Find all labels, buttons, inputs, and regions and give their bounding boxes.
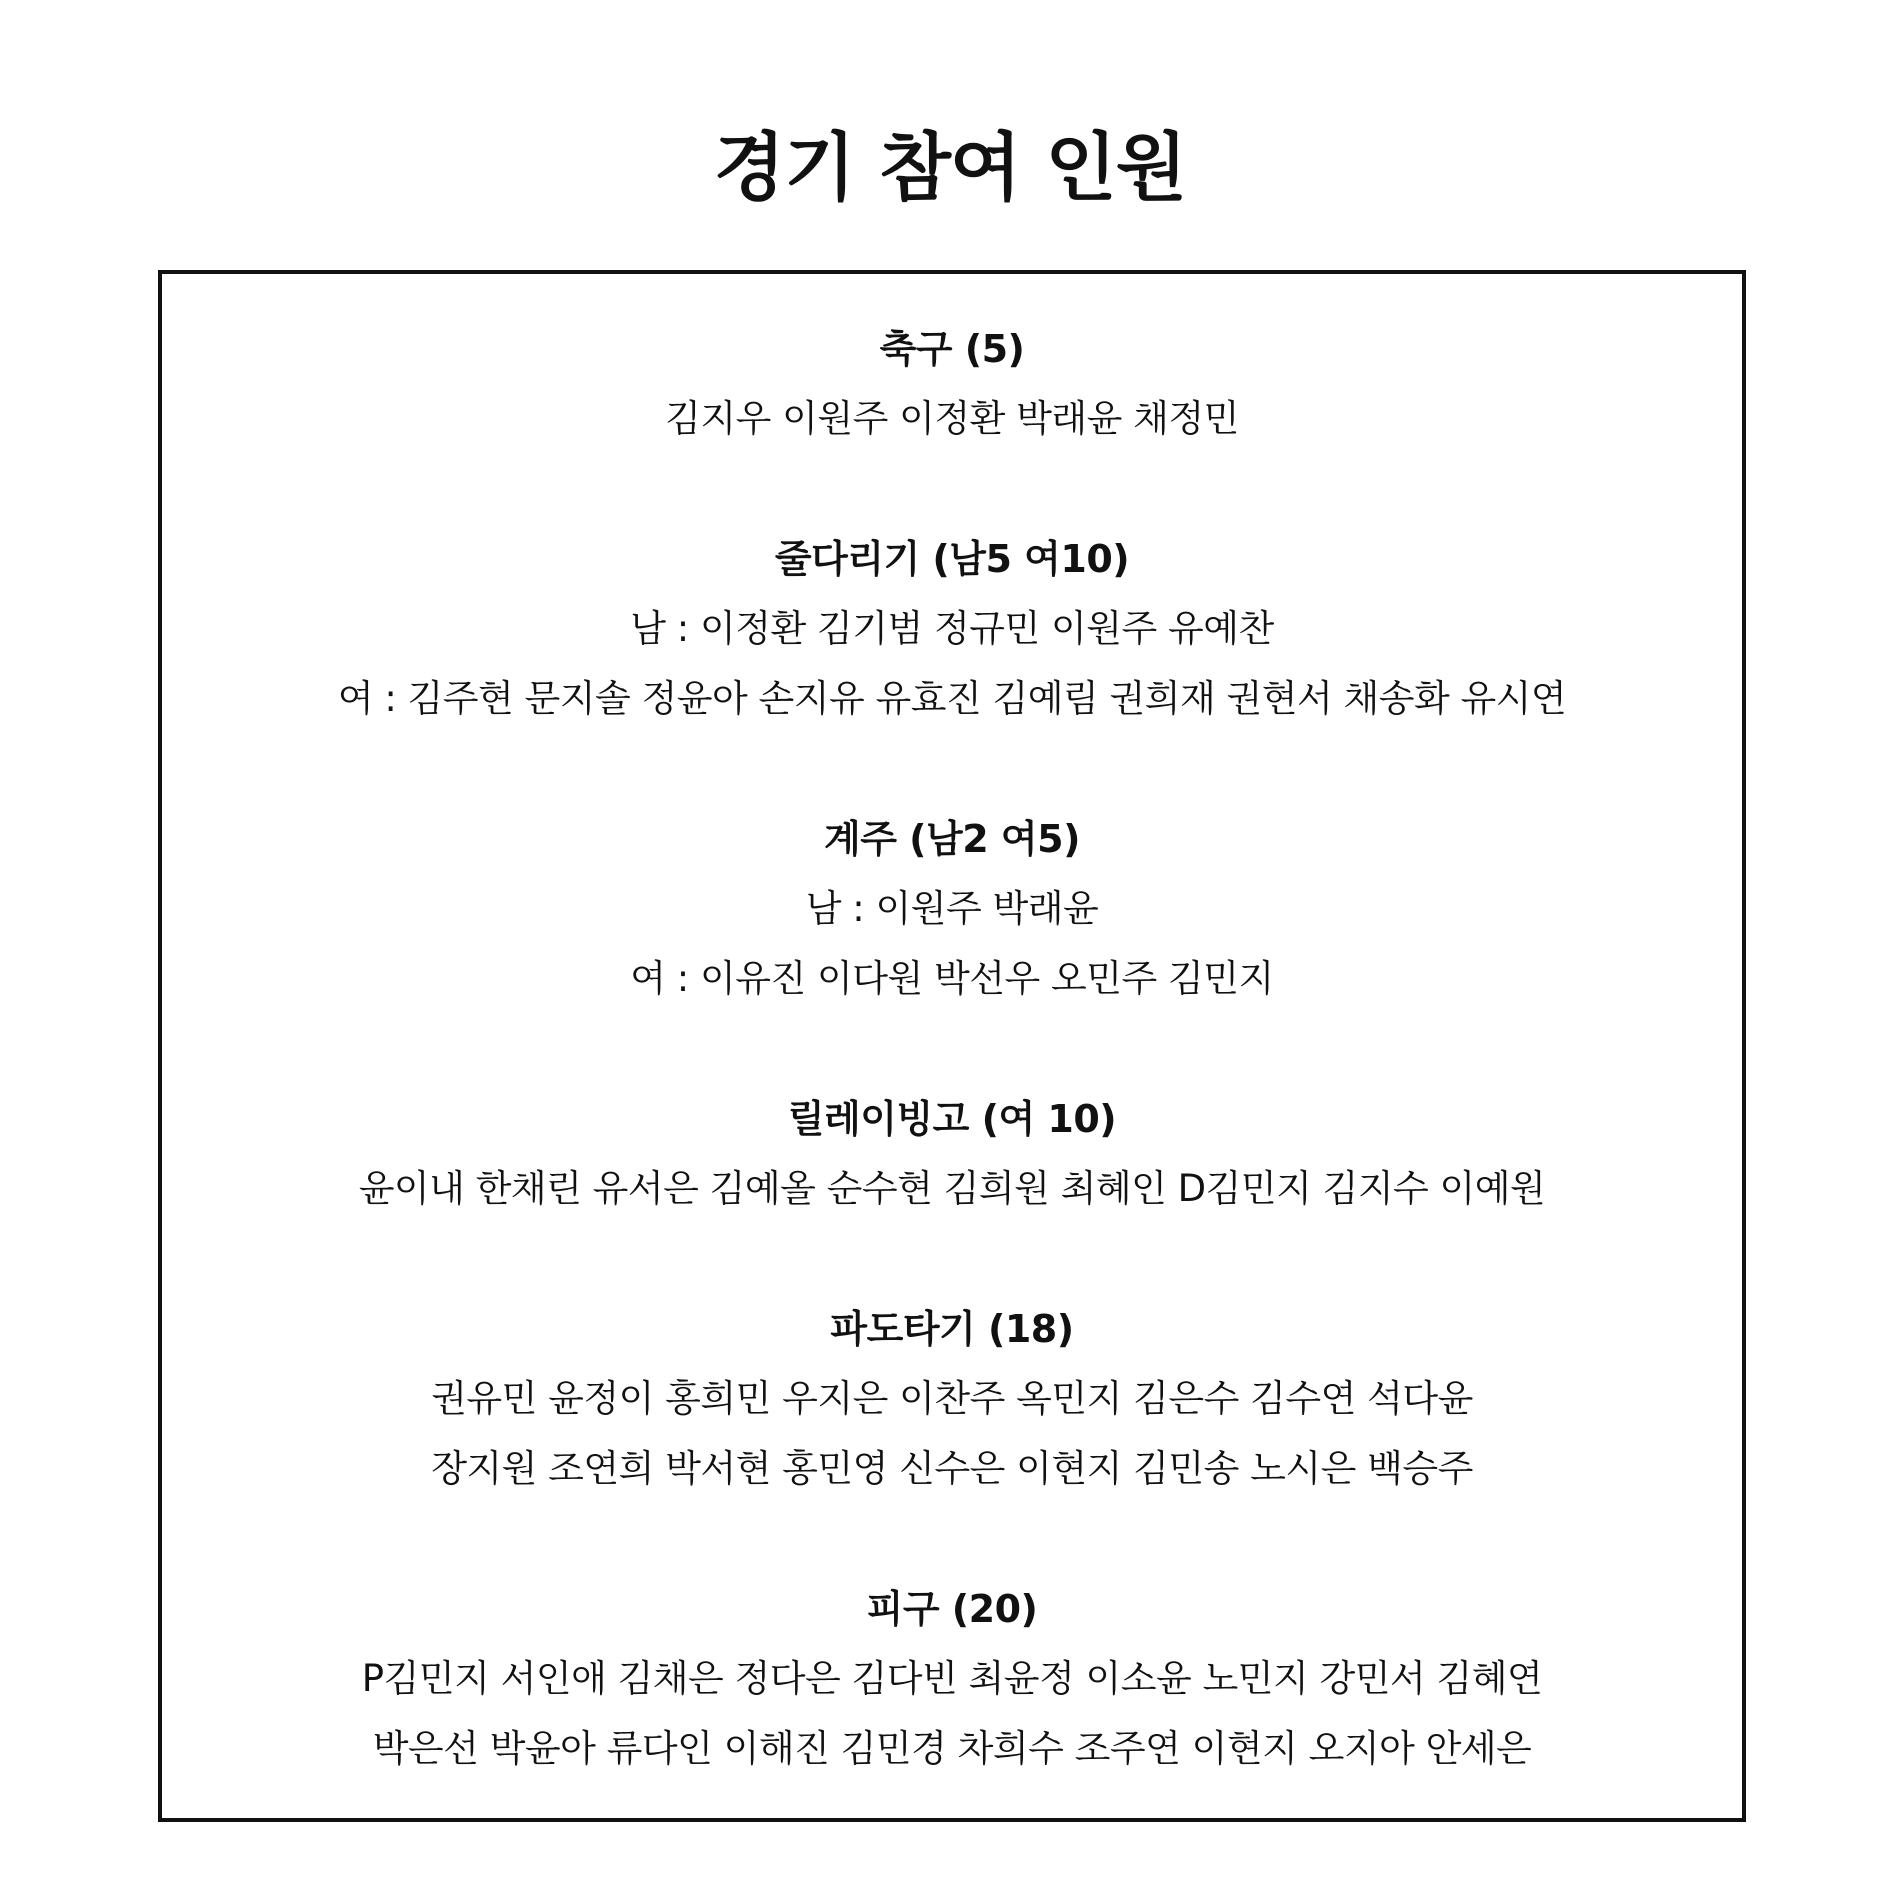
section-wave xyxy=(162,1294,1742,1504)
section-tug-of-war xyxy=(162,524,1742,734)
roster-line-male: 남 : 이정환 김기범 정규민 이원주 유예찬 xyxy=(630,607,1274,650)
roster-line-male: 남 : 이원주 박래윤 xyxy=(805,887,1099,930)
page-title: 경기 참여 인원 xyxy=(713,125,1187,211)
section-relay-bingo xyxy=(162,1084,1742,1224)
roster-line-female: 여 : 김주현 문지솔 정윤아 손지유 유효진 김예림 권희재 권현서 채송화 유시연 xyxy=(337,677,1567,720)
roster-line: 김지우 이원주 이정환 박래윤 채정민 xyxy=(665,397,1239,440)
roster-line: 윤이내 한채린 유서은 김예올 순수현 김희원 최혜인 D김민지 김지수 이예원 xyxy=(358,1167,1546,1210)
section-title: 릴레이빙고 (여 10) xyxy=(787,1097,1117,1141)
section-title: 피구 (20) xyxy=(866,1587,1038,1631)
section-title: 줄다리기 (남5 여10) xyxy=(774,537,1130,581)
roster-line: 장지원 조연희 박서현 홍민영 신수은 이현지 김민송 노시은 백승주 xyxy=(431,1447,1473,1490)
section-title: 계주 (남2 여5) xyxy=(824,817,1080,861)
roster-box xyxy=(158,270,1746,1822)
section-title: 축구 (5) xyxy=(879,327,1025,371)
section-soccer xyxy=(162,314,1742,454)
section-relay xyxy=(162,804,1742,1014)
roster-line: P김민지 서인애 김채은 정다은 김다빈 최윤정 이소윤 노민지 강민서 김혜연 xyxy=(361,1657,1543,1700)
roster-line-female: 여 : 이유진 이다원 박선우 오민주 김민지 xyxy=(630,957,1274,1000)
roster-line: 권유민 윤정이 홍희민 우지은 이찬주 옥민지 김은수 김수연 석다윤 xyxy=(431,1377,1473,1420)
section-title: 파도타기 (18) xyxy=(830,1307,1074,1351)
roster-line: 박은선 박윤아 류다인 이해진 김민경 차희수 조주연 이현지 오지아 안세은 xyxy=(372,1727,1532,1770)
section-dodgeball xyxy=(162,1574,1742,1784)
